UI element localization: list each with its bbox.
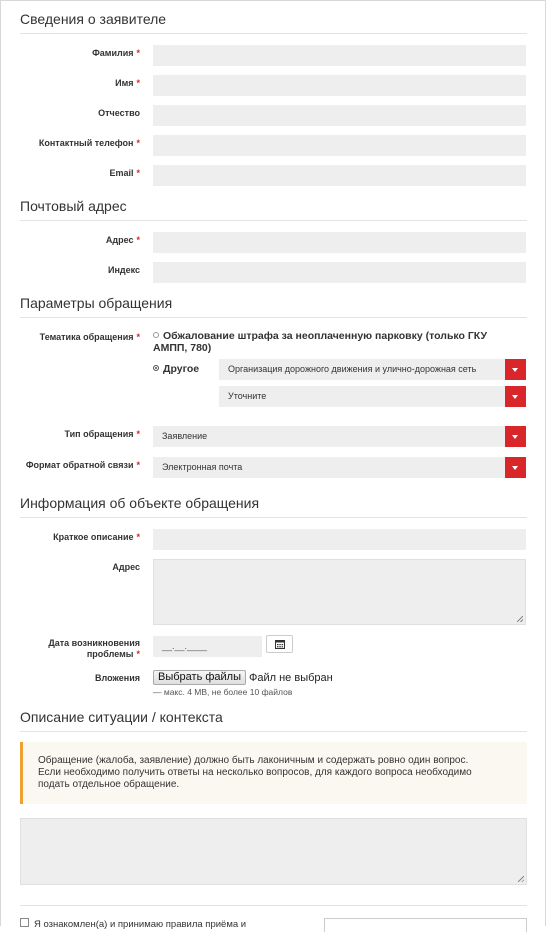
clarify-select[interactable] [219, 386, 526, 407]
label-problem-date: Дата возникновения проблемы * [48, 638, 140, 659]
postal-address-input[interactable] [153, 232, 526, 253]
section-title-applicant: Сведения о заявителе [20, 11, 527, 34]
label-email: Email * [109, 168, 140, 178]
label-request-type: Тип обращения * [64, 429, 140, 439]
radio-circle-icon[interactable] [153, 332, 159, 338]
label-zip: Индекс [107, 265, 140, 275]
chevron-down-icon[interactable] [505, 457, 526, 478]
section-title-situation: Описание ситуации / контекста [20, 709, 527, 732]
label-phone: Контактный телефон * [38, 138, 140, 148]
patronymic-input[interactable] [153, 105, 526, 126]
label-short-desc: Краткое описание * [53, 532, 140, 542]
notice-line-3: подать отдельное обращение. [38, 779, 180, 790]
label-feedback-format: Формат обратной связи * [25, 460, 140, 470]
lastname-input[interactable] [153, 45, 526, 66]
feedback-format-select[interactable] [153, 457, 526, 478]
problem-date-input[interactable]: __.__.____ [153, 636, 262, 657]
phone-input[interactable] [153, 135, 526, 156]
captcha-box[interactable] [324, 918, 527, 932]
topic-select[interactable] [219, 359, 526, 380]
label-lastname: Фамилия * [92, 48, 140, 58]
request-type-value: Заявление [162, 431, 208, 441]
consent-label: Я ознакомлен(а) и принимаю правила приёма и [34, 919, 247, 930]
consent-row[interactable] [20, 918, 246, 930]
notice-box [20, 742, 527, 804]
radio-other[interactable] [153, 363, 199, 375]
radio-fine-appeal[interactable] [153, 330, 513, 354]
radio-other-label: Другое [163, 363, 200, 375]
calendar-icon [275, 639, 285, 649]
label-attachments: Вложения [95, 673, 140, 683]
notice-line-2: Если необходимо получить ответы на несколько вопросов, для каждого вопроса необходимо [38, 767, 472, 778]
notice-line-1: Обращение (жалоба, заявление) должно быть лаконичным и содержать ровно один вопрос. [38, 755, 469, 766]
chevron-down-icon[interactable] [505, 426, 526, 447]
radio-fine-appeal-label: Обжалование штрафа за неоплаченную парковку (только ГКУ АМПП, 780) [153, 330, 488, 354]
resize-handle-icon[interactable] [517, 616, 523, 622]
label-topic: Тематика обращения * [39, 332, 140, 342]
topic-select-value: Организация дорожного движения и улично-дорожная сеть [228, 364, 477, 374]
chevron-down-icon[interactable] [505, 359, 526, 380]
zip-input[interactable] [153, 262, 526, 283]
section-title-postal: Почтовый адрес [20, 198, 527, 221]
chevron-down-icon[interactable] [505, 386, 526, 407]
label-postal-address: Адрес * [105, 235, 140, 245]
no-file-text: Файл не выбран [249, 672, 333, 684]
choose-files-button[interactable]: Выбрать файлы [153, 670, 246, 685]
label-firstname: Имя * [115, 78, 140, 88]
divider [20, 905, 527, 906]
request-type-select[interactable] [153, 426, 526, 447]
label-patronymic: Отчество [98, 108, 140, 118]
radio-checked-icon[interactable] [153, 365, 159, 371]
short-desc-input[interactable] [153, 529, 526, 550]
object-address-textarea[interactable] [153, 559, 526, 625]
label-object-address: Адрес [112, 562, 140, 572]
email-input[interactable] [153, 165, 526, 186]
section-title-params: Параметры обращения [20, 295, 527, 318]
feedback-format-value: Электронная почта [162, 462, 243, 472]
frame-top-border [0, 0, 546, 1]
clarify-select-value: Уточните [228, 391, 267, 401]
calendar-button[interactable] [266, 635, 293, 653]
attachments-hint: — макс. 4 MB, не более 10 файлов [153, 687, 293, 697]
firstname-input[interactable] [153, 75, 526, 96]
situation-textarea[interactable] [20, 818, 527, 885]
section-title-object: Информация об объекте обращения [20, 495, 527, 518]
resize-handle-icon[interactable] [518, 876, 524, 882]
